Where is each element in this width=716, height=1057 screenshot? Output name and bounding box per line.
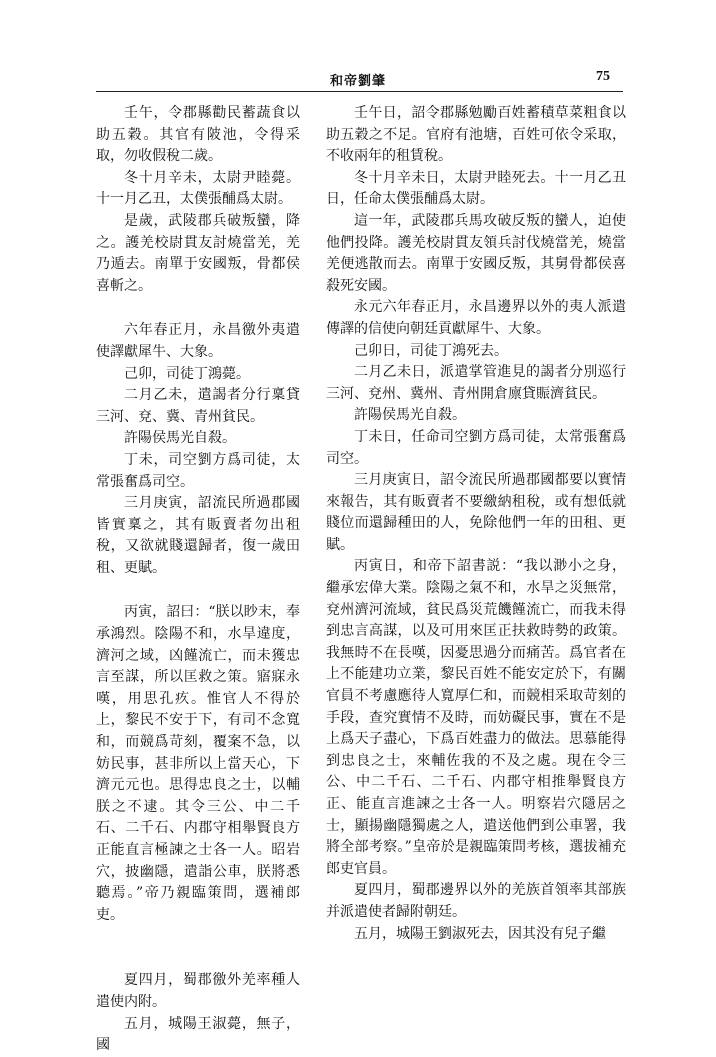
left-paragraph: 壬午，令郡縣勸民蓄蔬食以助五穀。其官有陂池，令得采取，勿收假稅二歲。 bbox=[96, 105, 300, 165]
right-paragraph: 丁未日，任命司空劉方爲司徒，太常張奮爲司空。 bbox=[326, 428, 626, 467]
section-gap bbox=[96, 579, 300, 602]
original-text-column bbox=[96, 103, 300, 1057]
page-number: 75 bbox=[596, 69, 610, 84]
right-paragraph: 夏四月，蜀郡邊界以外的羌族首領率其部族并派遣使者歸附朝廷。 bbox=[326, 882, 626, 920]
right-paragraph: 冬十月辛未日，太尉尹睦死去。十一月乙丑日，任命太僕張酺爲太尉。 bbox=[326, 169, 626, 208]
right-paragraph: 丙寅日，和帝下詔書説：“我以渺小之身，繼承宏偉大業。陰陽之氣不和，水旱之災無常，兗州濟河流域，貧民爲災荒饑饉流亡，而我未得到忠言高謀，以及可用來匡正扶救時勢的政策。我無時不在長嘆，因憂思過分而痛苦。爲官者在上不能建功立業，黎民百姓不能安定於下，有關官員不考慮應待人寬厚仁和，而競相采取苛刻的手段，查究實情不及時，而妨礙民事，實在不是上爲天子盡心，下爲百姓盡力的做法。思慕能得到忠良之士，來輔佐我的不及之處。現在令三公、中二千石、二千石、内郡守相推舉賢良方正、能直言進諫之士各一人。明察岩穴隱居之士，顯揚幽隱獨處之人，遣送他們到公車署，我將全部考察。”皇帝於是親臨策問考核，選拔補充郎吏官員。 bbox=[326, 558, 626, 877]
running-header-title: 和帝劉肇 bbox=[329, 74, 386, 89]
translation-column bbox=[326, 103, 626, 945]
left-paragraph: 冬十月辛未，太尉尹睦薨。十一月乙丑，太僕張酺爲太尉。 bbox=[96, 169, 300, 208]
left-paragraph: 五月，城陽王淑薨，無子，國 bbox=[96, 1015, 300, 1054]
right-paragraph: 二月乙未日，派遣掌管進見的謁者分別巡行三河、兗州、冀州、青州開倉廪貸賑濟貧民。 bbox=[326, 364, 626, 402]
right-paragraph: 許陽侯馬光自殺。 bbox=[354, 407, 466, 424]
right-paragraph: 五月，城陽王劉淑死去，因其没有兒子繼 bbox=[354, 925, 606, 942]
left-paragraph: 丁未，司空劉方爲司徒，太常張奮爲司空。 bbox=[96, 451, 300, 490]
right-paragraph: 永元六年春正月，永昌邊界以外的夷人派遣傳譯的信使向朝廷貢獻犀牛、大象。 bbox=[326, 299, 626, 337]
header-rule bbox=[96, 91, 623, 92]
left-paragraph: 二月乙未，遣謁者分行稟貸三河、兗、冀、青州貧民。 bbox=[96, 387, 300, 425]
right-paragraph: 壬午日，詔令郡縣勉勵百姓蓄積草菜粗食以助五穀之不足。官府有池塘，百姓可依令采取，不收兩年的租賃稅。 bbox=[326, 105, 626, 165]
left-paragraph: 丙寅，詔曰：“朕以眇末，奉承鴻烈。陰陽不和，水旱違度，濟河之域，凶饉流亡，而未獲忠言至謀，所以匡救之策。寤寐永嘆，用思孔疚。惟官人不得於上，黎民不安于下，有司不念寬和，而競爲苛刻，覆案不急，以妨民事，甚非所以上當天心，下濟元元也。思得忠良之士，以輔朕之不逮。其令三公、中二千石、二千石、内郡守相舉賢良方正能直言極諫之士各一人。昭岩穴，披幽隱，遣詣公車，朕將悉聽焉。”帝乃親臨策問，選補郎吏。 bbox=[96, 604, 300, 923]
left-paragraph: 六年春正月，永昌徼外夷遣使譯獻犀牛、大象。 bbox=[96, 322, 300, 360]
left-paragraph: 是歲，武陵郡兵破叛蠻，降之。護羌校尉貫友討燒當羌，羌乃遁去。南單于安國叛，骨都侯喜斬之。 bbox=[96, 212, 300, 294]
left-paragraph: 許陽侯馬光自殺。 bbox=[124, 430, 236, 447]
right-paragraph: 己卯日，司徒丁鴻死去。 bbox=[354, 342, 508, 359]
section-gap bbox=[96, 926, 300, 970]
left-paragraph: 三月庚寅，詔流民所過郡國皆實稟之，其有販賣者勿出租稅，又欲就賤還歸者，復一歲田租、更賦。 bbox=[96, 495, 300, 576]
right-paragraph: 這一年，武陵郡兵馬攻破反叛的蠻人，迫使他們投降。護羌校尉貫友領兵討伐燒當羌，燒當羌便逃散而去。南單于安國反叛，其舅骨都侯喜殺死安國。 bbox=[326, 212, 626, 294]
left-paragraph: 夏四月，蜀郡徼外羌率種人遣使内附。 bbox=[96, 972, 300, 1010]
section-gap bbox=[96, 297, 300, 320]
left-paragraph: 己卯，司徒丁鴻薨。 bbox=[124, 365, 250, 382]
right-paragraph: 三月庚寅日，詔令流民所過郡國都要以實情來報告，其有販賣者不要繳納租稅，或有想低就賤位而還歸種田的人，免除他們一年的田租、更賦。 bbox=[326, 472, 626, 553]
